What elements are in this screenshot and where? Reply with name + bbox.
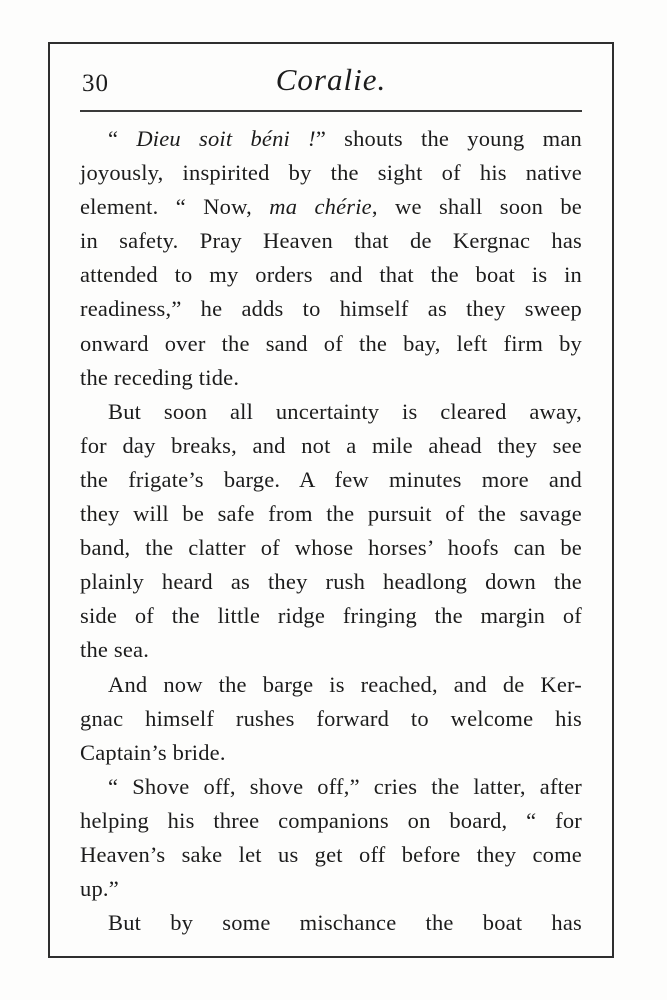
text-line: in safety. Pray Heaven that de Kergnac has	[80, 228, 582, 254]
text-line: But soon all uncertainty is cleared away,	[108, 398, 582, 424]
text-line: helping his three companions on board, “ for	[80, 807, 582, 833]
text-line: the sea.	[80, 637, 150, 663]
text-line: for day breaks, and not a mile ahead they see	[80, 432, 582, 458]
text-line: up.”	[80, 876, 119, 902]
text-line: But by some mischance the boat has	[108, 910, 582, 936]
text-line: plainly heard as they rush headlong down the	[80, 569, 582, 595]
text-line: readiness,” he adds to himself as they sweep	[80, 296, 582, 322]
text-line: joyously, inspirited by the sight of his native	[80, 160, 582, 186]
book-title: Coralie.	[275, 62, 387, 97]
page-frame	[48, 42, 614, 958]
text-line: onward over the sand of the bay, left firm by	[80, 330, 582, 356]
text-line: side of the little ridge fringing the margin of	[80, 603, 582, 629]
running-header	[80, 60, 582, 106]
text-line: attended to my orders and that the boat is in	[80, 262, 582, 288]
header-rule	[80, 110, 582, 112]
text-line: And now the barge is reached, and de Ker-	[108, 671, 582, 697]
text-line: “ Shove off, shove off,” cries the latter, after	[108, 773, 582, 799]
text-line: Heaven’s sake let us get off before they come	[80, 841, 582, 867]
text-line: band, the clatter of whose horses’ hoofs can be	[80, 535, 582, 561]
text-line: the frigate’s barge. A few minutes more and	[80, 466, 582, 492]
page-number: 30	[82, 70, 109, 97]
text-line: Captain’s bride.	[80, 739, 226, 765]
text-line: “ Dieu soit béni !” shouts the young man	[108, 126, 582, 151]
text-line: the receding tide.	[80, 364, 240, 390]
text-line: gnac himself rushes forward to welcome his	[80, 705, 582, 731]
page-body	[80, 122, 582, 940]
text-line: element. “ Now, ma chérie, we shall soon be	[80, 194, 582, 220]
text-line: they will be safe from the pursuit of the savage	[80, 501, 582, 527]
